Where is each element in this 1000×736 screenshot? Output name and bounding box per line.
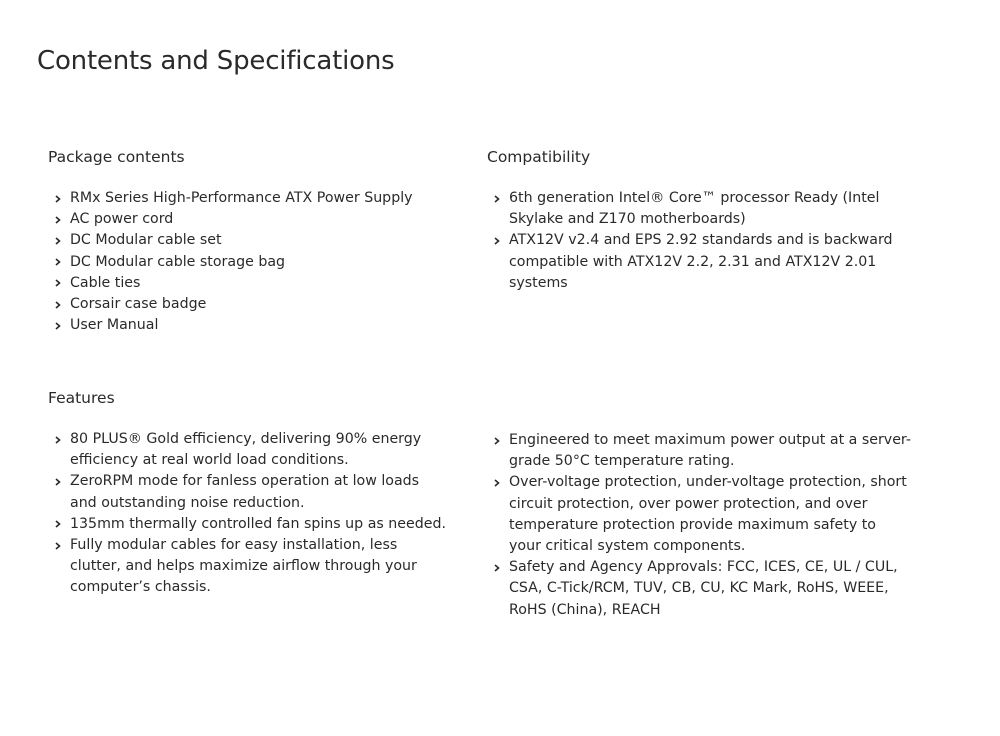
list-item-text: Cable ties bbox=[70, 274, 141, 291]
chevron-right-icon bbox=[53, 188, 63, 209]
list-item-text: Over-voltage protection, under-voltage protection, short circuit protection, over power protection, and over temperature protection provide maximum safety to your critical system components. bbox=[509, 474, 907, 555]
chevron-right-icon bbox=[53, 535, 63, 556]
list-item-text: ATX12V v2.4 and EPS 2.92 standards and is backward compatible with ATX12V 2.2, 2.31 and ATX12V 2.01 systems bbox=[509, 232, 893, 291]
features-list-right bbox=[487, 430, 912, 621]
compatibility-section bbox=[487, 146, 912, 294]
chevron-right-icon bbox=[492, 430, 502, 451]
list-item-text: Corsair case badge bbox=[70, 296, 207, 313]
list-item bbox=[487, 472, 912, 557]
chevron-right-icon bbox=[53, 230, 63, 251]
package-contents-list bbox=[48, 188, 448, 336]
chevron-right-icon bbox=[53, 315, 63, 336]
compatibility-heading: Compatibility bbox=[487, 148, 591, 166]
list-item-text: 6th generation Intel® Core™ processor Ready (Intel Skylake and Z170 motherboards) bbox=[509, 190, 880, 228]
chevron-right-icon bbox=[53, 273, 63, 294]
chevron-right-icon bbox=[53, 429, 63, 450]
list-item bbox=[487, 430, 912, 472]
list-item-text: DC Modular cable storage bag bbox=[70, 253, 286, 270]
list-item bbox=[48, 429, 448, 471]
chevron-right-icon bbox=[53, 471, 63, 492]
list-item-text: DC Modular cable set bbox=[70, 232, 222, 249]
chevron-right-icon bbox=[492, 230, 502, 251]
list-item bbox=[48, 294, 448, 315]
chevron-right-icon bbox=[492, 472, 502, 493]
page-title: Contents and Specifications bbox=[37, 46, 395, 76]
list-item-text: Fully modular cables for easy installation, less clutter, and helps maximize airflow through your computer’s chassis. bbox=[70, 537, 417, 596]
list-item-text: User Manual bbox=[70, 317, 159, 334]
features-list-left bbox=[48, 429, 448, 599]
chevron-right-icon bbox=[53, 294, 63, 315]
features-section-right bbox=[487, 430, 912, 621]
list-item bbox=[487, 230, 912, 294]
chevron-right-icon bbox=[492, 188, 502, 209]
chevron-right-icon bbox=[53, 514, 63, 535]
list-item bbox=[48, 273, 448, 294]
chevron-right-icon bbox=[53, 252, 63, 273]
list-item-text: AC power cord bbox=[70, 211, 174, 228]
list-item bbox=[48, 315, 448, 336]
list-item-text: RMx Series High-Performance ATX Power Supply bbox=[70, 190, 413, 206]
list-item bbox=[48, 252, 448, 273]
chevron-right-icon bbox=[492, 557, 502, 578]
list-item bbox=[487, 188, 912, 230]
list-item-text: ZeroRPM mode for fanless operation at low loads and outstanding noise reduction. bbox=[70, 473, 420, 511]
compatibility-list bbox=[487, 188, 912, 294]
list-item bbox=[48, 535, 448, 599]
chevron-right-icon bbox=[53, 209, 63, 230]
list-item bbox=[48, 230, 448, 251]
list-item bbox=[48, 209, 448, 230]
list-item-text: Engineered to meet maximum power output at a server-grade 50°C temperature rating. bbox=[509, 432, 911, 470]
list-item-text: Safety and Agency Approvals: FCC, ICES, CE, UL / CUL, CSA, C-Tick/RCM, TUV, CB, CU, KC Mark, RoHS, WEEE, RoHS (China), REACH bbox=[509, 559, 898, 618]
features-heading: Features bbox=[48, 389, 115, 407]
features-section bbox=[48, 387, 448, 599]
list-item-text: 80 PLUS® Gold efficiency, delivering 90% energy efficiency at real world load conditions. bbox=[70, 431, 422, 469]
list-item-text: 135mm thermally controlled fan spins up as needed. bbox=[70, 515, 446, 532]
list-item bbox=[48, 471, 448, 513]
list-item bbox=[48, 514, 448, 535]
list-item bbox=[487, 557, 912, 621]
package-contents-heading: Package contents bbox=[48, 148, 185, 166]
list-item bbox=[48, 188, 448, 209]
package-contents-section bbox=[48, 146, 448, 336]
